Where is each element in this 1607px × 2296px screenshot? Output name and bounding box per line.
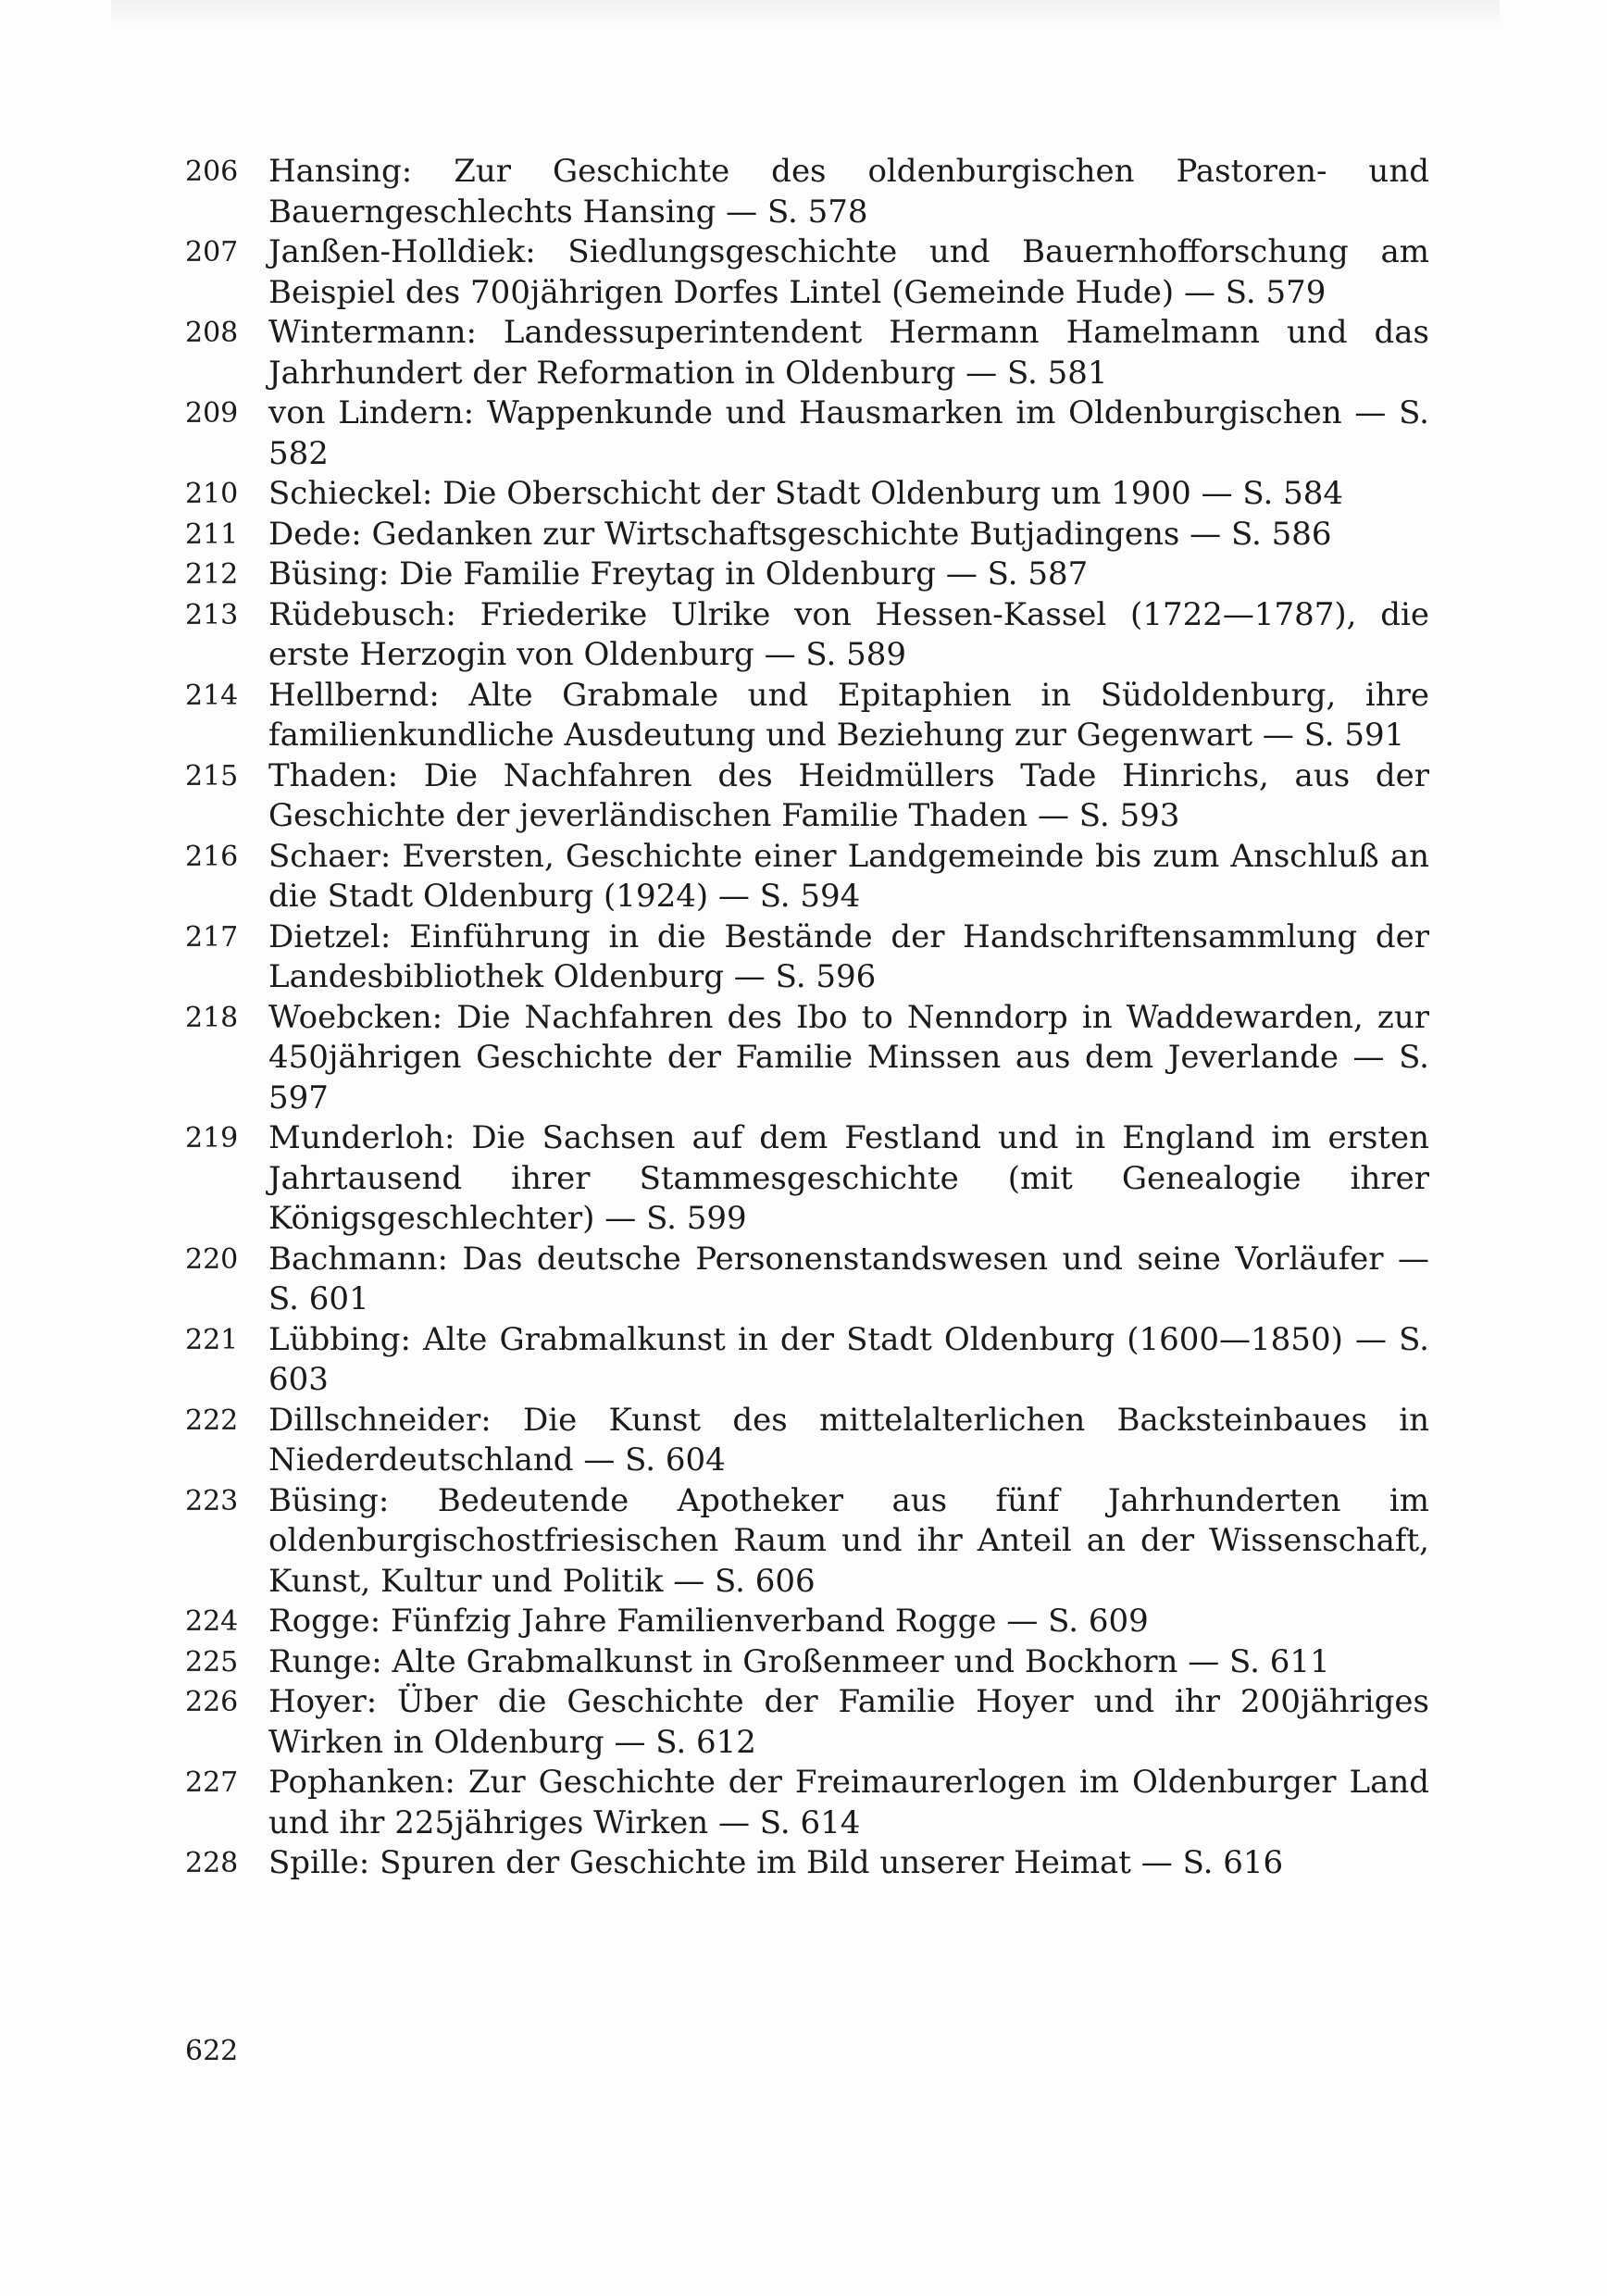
- entry-number: 223: [185, 1484, 239, 1517]
- list-item: [185, 515, 1429, 555]
- list-item: [185, 152, 1429, 232]
- entry-number: 217: [185, 920, 239, 954]
- entry-number: 210: [185, 478, 239, 510]
- list-item: [185, 998, 1429, 1119]
- entry-text: Thaden: Die Nachfahren des Heidmüllers Tade Hinrichs, aus der Geschichte der jeverländischen Familie Thaden — S. 593: [268, 756, 1429, 834]
- entry-text: Woebcken: Die Nachfahren des Ibo to Nenndorp in Waddewarden, zur 450jährigen Geschichte der Familie Minssen aus dem Jeverlande — S. 597: [268, 998, 1429, 1117]
- entry-text: Lübbing: Alte Grabmalkunst in der Stadt Oldenburg (1600—1850) — S. 603: [268, 1320, 1429, 1398]
- entry-text: Büsing: Bedeutende Apotheker aus fünf Jahrhunderten im oldenburgischostfriesischen Raum und ihr Anteil an der Wissenschaft, Kunst, Kultur und Politik — S. 606: [268, 1481, 1429, 1600]
- bibliography-list: [185, 152, 1429, 1884]
- list-item: [185, 595, 1429, 676]
- list-item: [185, 313, 1429, 393]
- scan-edge-shadow: [111, 0, 1500, 28]
- list-item: [185, 555, 1429, 595]
- entry-number: 216: [185, 840, 239, 873]
- entry-number: 212: [185, 558, 239, 591]
- list-item: [185, 1118, 1429, 1240]
- list-item: [185, 917, 1429, 998]
- list-item: [185, 1763, 1429, 1843]
- entry-number: 224: [185, 1605, 239, 1638]
- entry-text: Hansing: Zur Geschichte des oldenburgischen Pastoren- und Bauerngeschlechts Hansing — S. 578: [268, 153, 1429, 231]
- list-item: [185, 1682, 1429, 1763]
- entry-number: 220: [185, 1242, 239, 1276]
- entry-number: 211: [185, 518, 239, 551]
- entry-number: 206: [185, 156, 239, 188]
- entry-number: 219: [185, 1122, 239, 1154]
- list-item: [185, 1240, 1429, 1320]
- entry-number: 225: [185, 1645, 239, 1678]
- entry-text: Büsing: Die Familie Freytag in Oldenburg — S. 587: [268, 555, 1089, 593]
- entry-text: Janßen-Holldiek: Siedlungsgeschichte und Bauernhofforschung am Beispiel des 700jährigen Dorfes Lintel (Gemeinde Hude) — S. 579: [268, 233, 1429, 311]
- entry-text: Dietzel: Einführung in die Bestände der Handschriftensammlung der Landesbibliothek Oldenburg — S. 596: [268, 917, 1429, 995]
- entry-text: Hellbernd: Alte Grabmale und Epitaphien in Südoldenburg, ihre familienkundliche Ausdeutung und Beziehung zur Gegenwart — S. 591: [268, 676, 1429, 754]
- entry-text: Schaer: Eversten, Geschichte einer Landgemeinde bis zum Anschluß an die Stadt Oldenburg (1924) — S. 594: [268, 837, 1429, 915]
- list-item: [185, 1843, 1429, 1884]
- entry-number: 209: [185, 397, 239, 430]
- entry-text: Munderloh: Die Sachsen auf dem Festland und in England im ersten Jahrtausend ihrer Stammesgeschichte (mit Genealogie ihrer Königsgeschlechter) — S. 599: [268, 1119, 1429, 1237]
- entry-text: von Lindern: Wappenkunde und Hausmarken im Oldenburgischen — S. 582: [268, 394, 1429, 472]
- entry-text: Dede: Gedanken zur Wirtschaftsgeschichte Butjadingens — S. 586: [268, 515, 1332, 553]
- entry-number: 207: [185, 236, 239, 268]
- entry-text: Schieckel: Die Oberschicht der Stadt Oldenburg um 1900 — S. 584: [268, 475, 1343, 512]
- list-item: [185, 1401, 1429, 1481]
- list-item: [185, 232, 1429, 313]
- entry-text: Spille: Spuren der Geschichte im Bild unserer Heimat — S. 616: [268, 1844, 1284, 1881]
- entry-text: Bachmann: Das deutsche Personenstandswesen und seine Vorläufer — S. 601: [268, 1240, 1429, 1317]
- list-item: [185, 756, 1429, 837]
- list-item: [185, 1320, 1429, 1401]
- entry-number: 214: [185, 679, 239, 712]
- list-item: [185, 837, 1429, 917]
- list-item: [185, 1481, 1429, 1603]
- list-item: [185, 676, 1429, 756]
- list-item: [185, 1602, 1429, 1642]
- entry-text: Rogge: Fünfzig Jahre Familienverband Rogge — S. 609: [268, 1603, 1149, 1640]
- entry-number: 226: [185, 1686, 239, 1718]
- list-item: [185, 393, 1429, 474]
- entry-text: Wintermann: Landessuperintendent Hermann Hamelmann und das Jahrhundert der Reformation in Oldenburg — S. 581: [268, 314, 1429, 392]
- entry-text: Rüdebusch: Friederike Ulrike von Hessen-Kassel (1722—1787), die erste Herzogin von Oldenburg — S. 589: [268, 595, 1429, 673]
- entry-number: 213: [185, 598, 239, 631]
- entry-text: Pophanken: Zur Geschichte der Freimaurerlogen im Oldenburger Land und ihr 225jähriges Wirken — S. 614: [268, 1764, 1429, 1841]
- entry-text: Dillschneider: Die Kunst des mittelalterlichen Backsteinbaues in Niederdeutschland — S. 604: [268, 1401, 1429, 1479]
- entry-number: 221: [185, 1323, 239, 1356]
- entry-number: 227: [185, 1766, 239, 1799]
- entry-number: 215: [185, 759, 239, 792]
- entry-number: 228: [185, 1847, 239, 1879]
- entry-number: 208: [185, 317, 239, 349]
- page-number: 622: [185, 2035, 239, 2067]
- list-item: [185, 1642, 1429, 1683]
- entry-number: 222: [185, 1404, 239, 1437]
- entry-number: 218: [185, 1001, 239, 1034]
- list-item: [185, 474, 1429, 515]
- entry-text: Runge: Alte Grabmalkunst in Großenmeer und Bockhorn — S. 611: [268, 1642, 1330, 1680]
- entry-text: Hoyer: Über die Geschichte der Familie Hoyer und ihr 200jähriges Wirken in Oldenburg — S. 612: [268, 1683, 1429, 1761]
